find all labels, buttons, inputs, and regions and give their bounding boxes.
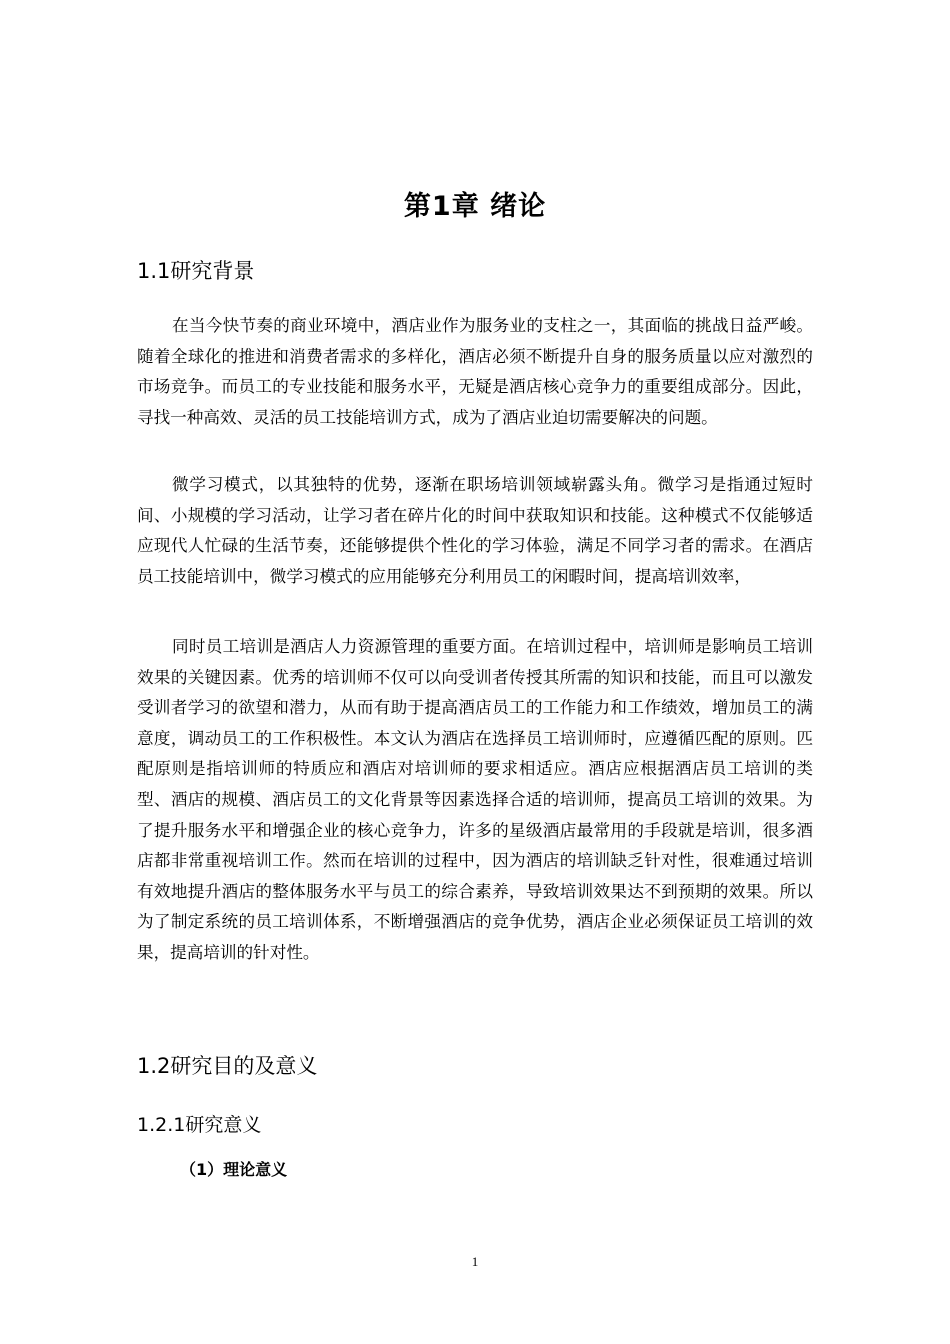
paragraph-background-1: 在当今快节奏的商业环境中，酒店业作为服务业的支柱之一，其面临的挑战日益严峻。随着全球化的推进和消费者需求的多样化，酒店必须不断提升自身的服务质量以应对激烈的市场竞争。而员工的专业技能和服务水平，无疑是酒店核心竞争力的重要组成部分。因此，寻找一种高效、灵活的员工技能培训方式，成为了酒店业迫切需要解决的问题。 <box>137 316 813 427</box>
section-heading-1-2-1: 1.2.1研究意义 <box>137 1114 262 1136</box>
paragraph-background-3: 同时员工培训是酒店人力资源管理的重要方面。在培训过程中，培训师是影响员工培训效果的关键因素。优秀的培训师不仅可以向受训者传授其所需的知识和技能，而且可以激发受训者学习的欲望和潜力，从而有助于提高酒店员工的工作能力和工作绩效，增加员工的满意度，调动员工的工作积极性。本文认为酒店在选择员工培训师时，应遵循匹配的原则。匹配原则是指培训师的特质应和酒店对培训师的要求相适应。酒店应根据酒店员工培训的类型、酒店的规模、酒店员工的文化背景等因素选择合适的培训师，提高员工培训的效果。为了提升服务水平和增强企业的核心竞争力，许多的星级酒店最常用的手段就是培训，很多酒店都非常重视培训工作。然而在培训的过程中，因为酒店的培训缺乏针对性，很难通过培训有效地提升酒店的整体服务水平与员工的综合素养，导致培训效果达不到预期的效果。所以为了制定系统的员工培训体系，不断增强酒店的竞争优势，酒店企业必须保证员工培训的效果，提高培训的针对性。 <box>137 637 813 962</box>
section-heading-1-1: 1.1研究背景 <box>137 259 255 283</box>
chapter-title: 第1章 绪论 <box>403 191 547 222</box>
paragraph-background-2: 微学习模式，以其独特的优势，逐渐在职场培训领域崭露头角。微学习是指通过短时间、小规模的学习活动，让学习者在碎片化的时间中获取知识和技能。这种模式不仅能够适应现代人忙碌的生活节奏，还能够提供个性化的学习体验，满足不同学习者的需求。在酒店员工技能培训中，微学习模式的应用能够充分利用员工的闲暇时间，提高培训效率， <box>137 475 813 586</box>
section-heading-1-2: 1.2研究目的及意义 <box>137 1054 318 1078</box>
page-number: 1 <box>471 1254 479 1269</box>
subsection-heading-theory: （1）理论意义 <box>180 1160 288 1179</box>
